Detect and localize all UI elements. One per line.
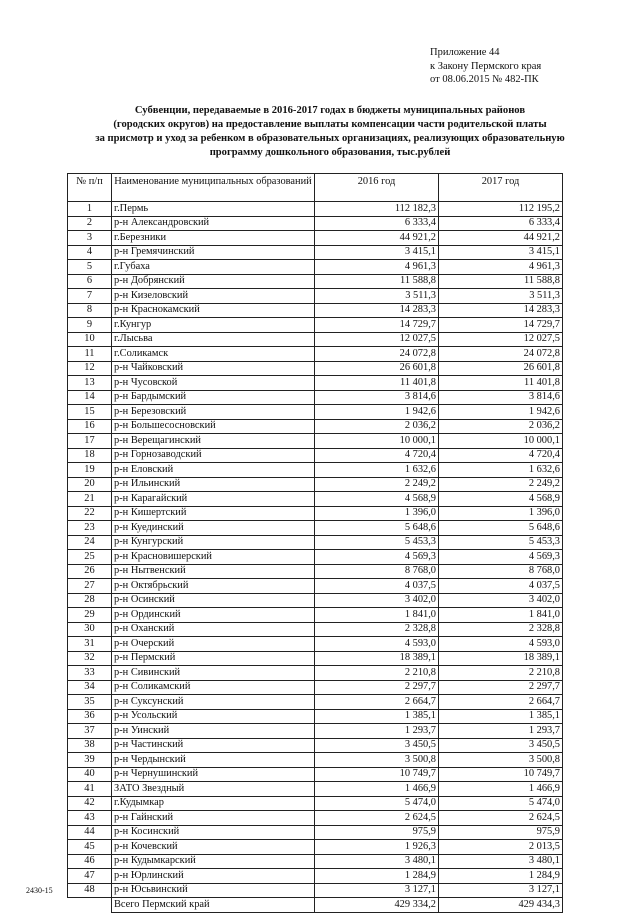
row-value-2017: 8 768,0 bbox=[439, 564, 563, 579]
row-number: 27 bbox=[68, 579, 112, 594]
table-row bbox=[68, 419, 563, 434]
row-number: 8 bbox=[68, 303, 112, 318]
table-row bbox=[68, 390, 563, 405]
row-value-2016: 1 926,3 bbox=[315, 840, 439, 855]
row-number: 47 bbox=[68, 869, 112, 884]
row-number: 26 bbox=[68, 564, 112, 579]
header-name: Наименование муниципальных образований bbox=[112, 174, 315, 202]
row-name: р-н Большесосновский bbox=[112, 419, 315, 434]
row-value-2016: 2 328,8 bbox=[315, 622, 439, 637]
row-number: 32 bbox=[68, 651, 112, 666]
row-name: р-н Усольский bbox=[112, 709, 315, 724]
row-name: р-н Соликамский bbox=[112, 680, 315, 695]
table-row bbox=[68, 347, 563, 362]
row-value-2017: 2 036,2 bbox=[439, 419, 563, 434]
row-value-2016: 3 814,6 bbox=[315, 390, 439, 405]
row-value-2017: 1 284,9 bbox=[439, 869, 563, 884]
row-value-2017: 1 385,1 bbox=[439, 709, 563, 724]
row-number: 30 bbox=[68, 622, 112, 637]
row-number: 37 bbox=[68, 724, 112, 739]
row-value-2017: 26 601,8 bbox=[439, 361, 563, 376]
row-value-2017: 3 511,3 bbox=[439, 289, 563, 304]
table-row bbox=[68, 318, 563, 333]
row-number: 9 bbox=[68, 318, 112, 333]
table-row bbox=[68, 651, 563, 666]
table-row bbox=[68, 202, 563, 217]
table-row bbox=[68, 637, 563, 652]
table-row bbox=[68, 695, 563, 710]
table-row bbox=[68, 405, 563, 420]
row-value-2017: 4 569,3 bbox=[439, 550, 563, 565]
row-name: р-н Чердынский bbox=[112, 753, 315, 768]
row-value-2016: 5 474,0 bbox=[315, 796, 439, 811]
row-name: р-н Красновишерский bbox=[112, 550, 315, 565]
document-title bbox=[60, 104, 600, 160]
row-name: р-н Кишертский bbox=[112, 506, 315, 521]
row-value-2017: 14 729,7 bbox=[439, 318, 563, 333]
row-number: 22 bbox=[68, 506, 112, 521]
row-value-2017: 10 000,1 bbox=[439, 434, 563, 449]
row-name: р-н Бардымский bbox=[112, 390, 315, 405]
row-number: 21 bbox=[68, 492, 112, 507]
row-value-2017: 3 480,1 bbox=[439, 854, 563, 869]
row-number: 2 bbox=[68, 216, 112, 231]
row-value-2017: 24 072,8 bbox=[439, 347, 563, 362]
table-row bbox=[68, 738, 563, 753]
title-line: Субвенции, передаваемые в 2016-2017 годах в бюджеты муниципальных районов bbox=[134, 105, 526, 116]
row-number: 20 bbox=[68, 477, 112, 492]
row-value-2017: 975,9 bbox=[439, 825, 563, 840]
row-name: р-н Ординский bbox=[112, 608, 315, 623]
table-row bbox=[68, 260, 563, 275]
row-number: 34 bbox=[68, 680, 112, 695]
row-number: 16 bbox=[68, 419, 112, 434]
table-row bbox=[68, 709, 563, 724]
row-number: 17 bbox=[68, 434, 112, 449]
row-number: 12 bbox=[68, 361, 112, 376]
row-value-2017: 2 624,5 bbox=[439, 811, 563, 826]
row-value-2017: 5 474,0 bbox=[439, 796, 563, 811]
appendix-law: к Закону Пермского края bbox=[430, 60, 542, 72]
table-row bbox=[68, 796, 563, 811]
table-row bbox=[68, 376, 563, 391]
table-row bbox=[68, 666, 563, 681]
row-value-2017: 3 415,1 bbox=[439, 245, 563, 260]
row-name: р-н Чусовской bbox=[112, 376, 315, 391]
table-row bbox=[68, 840, 563, 855]
row-name: р-н Куединский bbox=[112, 521, 315, 536]
row-value-2016: 2 036,2 bbox=[315, 419, 439, 434]
table-row bbox=[68, 231, 563, 246]
row-value-2017: 3 450,5 bbox=[439, 738, 563, 753]
row-value-2016: 112 182,3 bbox=[315, 202, 439, 217]
row-name: г.Березники bbox=[112, 231, 315, 246]
row-value-2017: 2 664,7 bbox=[439, 695, 563, 710]
row-value-2016: 1 632,6 bbox=[315, 463, 439, 478]
row-value-2017: 2 328,8 bbox=[439, 622, 563, 637]
table-row bbox=[68, 869, 563, 884]
row-value-2016: 1 385,1 bbox=[315, 709, 439, 724]
row-number: 10 bbox=[68, 332, 112, 347]
row-value-2016: 2 664,7 bbox=[315, 695, 439, 710]
row-name: р-н Березовский bbox=[112, 405, 315, 420]
row-value-2016: 3 402,0 bbox=[315, 593, 439, 608]
title-line: (городских округов) на предоставление выплаты компенсации части родительской платы bbox=[113, 119, 547, 130]
table-row bbox=[68, 521, 563, 536]
row-value-2016: 3 500,8 bbox=[315, 753, 439, 768]
row-name: р-н Горнозаводский bbox=[112, 448, 315, 463]
row-value-2017: 3 814,6 bbox=[439, 390, 563, 405]
row-value-2017: 12 027,5 bbox=[439, 332, 563, 347]
table-row bbox=[68, 767, 563, 782]
row-value-2016: 11 401,8 bbox=[315, 376, 439, 391]
row-number: 46 bbox=[68, 854, 112, 869]
row-name: ЗАТО Звездный bbox=[112, 782, 315, 797]
row-name: р-н Оханский bbox=[112, 622, 315, 637]
table-row bbox=[68, 477, 563, 492]
row-value-2017: 2 210,8 bbox=[439, 666, 563, 681]
row-number: 42 bbox=[68, 796, 112, 811]
row-name: р-н Юсьвинский bbox=[112, 883, 315, 898]
row-value-2017: 3 402,0 bbox=[439, 593, 563, 608]
row-value-2016: 2 624,5 bbox=[315, 811, 439, 826]
header-num: № п/п bbox=[68, 174, 112, 202]
row-value-2016: 1 466,9 bbox=[315, 782, 439, 797]
header-2016: 2016 год bbox=[315, 174, 439, 202]
row-value-2016: 14 729,7 bbox=[315, 318, 439, 333]
row-number: 45 bbox=[68, 840, 112, 855]
row-name: г.Соликамск bbox=[112, 347, 315, 362]
table-row bbox=[68, 811, 563, 826]
table-row bbox=[68, 579, 563, 594]
row-name: р-н Косинский bbox=[112, 825, 315, 840]
row-number: 35 bbox=[68, 695, 112, 710]
row-value-2016: 10 000,1 bbox=[315, 434, 439, 449]
row-number: 3 bbox=[68, 231, 112, 246]
row-number: 44 bbox=[68, 825, 112, 840]
row-value-2016: 6 333,4 bbox=[315, 216, 439, 231]
row-number: 28 bbox=[68, 593, 112, 608]
table-row bbox=[68, 593, 563, 608]
table-row bbox=[68, 753, 563, 768]
row-value-2017: 1 942,6 bbox=[439, 405, 563, 420]
row-value-2016: 4 720,4 bbox=[315, 448, 439, 463]
row-value-2017: 5 648,6 bbox=[439, 521, 563, 536]
row-value-2016: 3 415,1 bbox=[315, 245, 439, 260]
row-name: р-н Краснокамский bbox=[112, 303, 315, 318]
header-2017: 2017 год bbox=[439, 174, 563, 202]
row-value-2016: 14 283,3 bbox=[315, 303, 439, 318]
row-number: 38 bbox=[68, 738, 112, 753]
row-value-2017: 1 293,7 bbox=[439, 724, 563, 739]
total-2016: 429 334,2 bbox=[315, 898, 439, 913]
row-number: 29 bbox=[68, 608, 112, 623]
row-value-2016: 26 601,8 bbox=[315, 361, 439, 376]
subventions-table bbox=[67, 173, 563, 913]
table-header-row bbox=[68, 174, 563, 202]
row-value-2016: 12 027,5 bbox=[315, 332, 439, 347]
row-name: г.Кунгур bbox=[112, 318, 315, 333]
table-row bbox=[68, 434, 563, 449]
row-name: р-н Чайковский bbox=[112, 361, 315, 376]
table-row bbox=[68, 361, 563, 376]
row-number: 15 bbox=[68, 405, 112, 420]
row-number: 25 bbox=[68, 550, 112, 565]
row-value-2017: 1 841,0 bbox=[439, 608, 563, 623]
row-value-2016: 4 593,0 bbox=[315, 637, 439, 652]
row-name: р-н Карагайский bbox=[112, 492, 315, 507]
row-number: 23 bbox=[68, 521, 112, 536]
appendix-date: от 08.06.2015 № 482-ПК bbox=[430, 74, 539, 85]
row-value-2016: 1 396,0 bbox=[315, 506, 439, 521]
row-value-2017: 14 283,3 bbox=[439, 303, 563, 318]
table-row bbox=[68, 463, 563, 478]
row-name: г.Лысьва bbox=[112, 332, 315, 347]
row-number: 31 bbox=[68, 637, 112, 652]
title-line: за присмотр и уход за ребенком в образовательных организациях, реализующих образовательную bbox=[95, 133, 565, 144]
row-value-2016: 44 921,2 bbox=[315, 231, 439, 246]
table-row bbox=[68, 854, 563, 869]
row-name: р-н Кудымкарский bbox=[112, 854, 315, 869]
table-body bbox=[68, 202, 563, 913]
row-name: р-н Гайнский bbox=[112, 811, 315, 826]
row-name: г.Кудымкар bbox=[112, 796, 315, 811]
appendix-number: Приложение 44 bbox=[430, 47, 500, 58]
row-value-2017: 18 389,1 bbox=[439, 651, 563, 666]
row-value-2016: 18 389,1 bbox=[315, 651, 439, 666]
row-value-2017: 11 401,8 bbox=[439, 376, 563, 391]
row-number: 14 bbox=[68, 390, 112, 405]
title-line: программу дошкольного образования, тыс.рублей bbox=[209, 147, 451, 158]
table-row bbox=[68, 448, 563, 463]
row-value-2016: 2 210,8 bbox=[315, 666, 439, 681]
table-row bbox=[68, 332, 563, 347]
row-value-2016: 3 450,5 bbox=[315, 738, 439, 753]
table-row bbox=[68, 825, 563, 840]
row-value-2016: 2 249,2 bbox=[315, 477, 439, 492]
row-name: р-н Еловский bbox=[112, 463, 315, 478]
table-row bbox=[68, 724, 563, 739]
row-value-2017: 11 588,8 bbox=[439, 274, 563, 289]
row-name: г.Губаха bbox=[112, 260, 315, 275]
row-value-2017: 44 921,2 bbox=[439, 231, 563, 246]
row-number: 5 bbox=[68, 260, 112, 275]
row-name: р-н Нытвенский bbox=[112, 564, 315, 579]
table-row bbox=[68, 680, 563, 695]
total-label: Всего Пермский край bbox=[112, 898, 315, 913]
row-value-2016: 3 480,1 bbox=[315, 854, 439, 869]
row-number: 41 bbox=[68, 782, 112, 797]
row-name: р-н Суксунский bbox=[112, 695, 315, 710]
row-number: 13 bbox=[68, 376, 112, 391]
row-value-2016: 4 568,9 bbox=[315, 492, 439, 507]
row-value-2016: 1 284,9 bbox=[315, 869, 439, 884]
table-row bbox=[68, 245, 563, 260]
row-value-2017: 2 297,7 bbox=[439, 680, 563, 695]
row-name: р-н Пермский bbox=[112, 651, 315, 666]
row-value-2017: 112 195,2 bbox=[439, 202, 563, 217]
table-row bbox=[68, 883, 563, 898]
row-value-2016: 2 297,7 bbox=[315, 680, 439, 695]
row-value-2017: 4 568,9 bbox=[439, 492, 563, 507]
row-value-2016: 5 648,6 bbox=[315, 521, 439, 536]
row-name: р-н Александровский bbox=[112, 216, 315, 231]
table-row bbox=[68, 303, 563, 318]
row-value-2017: 4 037,5 bbox=[439, 579, 563, 594]
footer-code: 2430-15 bbox=[26, 886, 53, 895]
table-row bbox=[68, 564, 563, 579]
row-value-2017: 2 013,5 bbox=[439, 840, 563, 855]
row-number: 7 bbox=[68, 289, 112, 304]
row-value-2016: 4 961,3 bbox=[315, 260, 439, 275]
row-name: р-н Кизеловский bbox=[112, 289, 315, 304]
row-number: 48 bbox=[68, 883, 112, 898]
row-name: р-н Верещагинский bbox=[112, 434, 315, 449]
row-value-2017: 2 249,2 bbox=[439, 477, 563, 492]
row-name: р-н Чернушинский bbox=[112, 767, 315, 782]
table-row bbox=[68, 550, 563, 565]
row-name: р-н Кочевский bbox=[112, 840, 315, 855]
row-number: 36 bbox=[68, 709, 112, 724]
row-number: 19 bbox=[68, 463, 112, 478]
row-value-2016: 4 037,5 bbox=[315, 579, 439, 594]
row-name: р-н Уинский bbox=[112, 724, 315, 739]
row-name: р-н Ильинский bbox=[112, 477, 315, 492]
row-value-2017: 6 333,4 bbox=[439, 216, 563, 231]
row-name: р-н Юрлинский bbox=[112, 869, 315, 884]
table-row bbox=[68, 289, 563, 304]
row-value-2017: 1 466,9 bbox=[439, 782, 563, 797]
row-value-2016: 8 768,0 bbox=[315, 564, 439, 579]
row-value-2016: 4 569,3 bbox=[315, 550, 439, 565]
row-number: 43 bbox=[68, 811, 112, 826]
table-row bbox=[68, 216, 563, 231]
row-name: р-н Гремячинский bbox=[112, 245, 315, 260]
row-value-2017: 1 396,0 bbox=[439, 506, 563, 521]
row-value-2017: 3 127,1 bbox=[439, 883, 563, 898]
row-value-2017: 5 453,3 bbox=[439, 535, 563, 550]
row-value-2016: 3 511,3 bbox=[315, 289, 439, 304]
table-row bbox=[68, 782, 563, 797]
row-name: р-н Сивинский bbox=[112, 666, 315, 681]
table-row bbox=[68, 492, 563, 507]
row-value-2017: 1 632,6 bbox=[439, 463, 563, 478]
table-row bbox=[68, 274, 563, 289]
row-value-2016: 24 072,8 bbox=[315, 347, 439, 362]
row-number: 11 bbox=[68, 347, 112, 362]
row-value-2016: 1 942,6 bbox=[315, 405, 439, 420]
row-value-2017: 4 593,0 bbox=[439, 637, 563, 652]
row-number: 6 bbox=[68, 274, 112, 289]
row-number: 39 bbox=[68, 753, 112, 768]
row-value-2016: 10 749,7 bbox=[315, 767, 439, 782]
row-value-2016: 11 588,8 bbox=[315, 274, 439, 289]
row-value-2016: 5 453,3 bbox=[315, 535, 439, 550]
total-2017: 429 434,3 bbox=[439, 898, 563, 913]
row-number: 24 bbox=[68, 535, 112, 550]
row-value-2017: 10 749,7 bbox=[439, 767, 563, 782]
row-number: 4 bbox=[68, 245, 112, 260]
row-value-2016: 3 127,1 bbox=[315, 883, 439, 898]
row-name: г.Пермь bbox=[112, 202, 315, 217]
table-row bbox=[68, 506, 563, 521]
row-name: р-н Осинский bbox=[112, 593, 315, 608]
table-row bbox=[68, 535, 563, 550]
row-value-2017: 3 500,8 bbox=[439, 753, 563, 768]
row-number: 40 bbox=[68, 767, 112, 782]
table-row bbox=[68, 622, 563, 637]
row-number: 18 bbox=[68, 448, 112, 463]
row-value-2016: 1 841,0 bbox=[315, 608, 439, 623]
row-value-2016: 975,9 bbox=[315, 825, 439, 840]
appendix-reference bbox=[430, 46, 541, 87]
row-name: р-н Частинский bbox=[112, 738, 315, 753]
row-name: р-н Октябрьский bbox=[112, 579, 315, 594]
row-name: р-н Кунгурский bbox=[112, 535, 315, 550]
row-number: 1 bbox=[68, 202, 112, 217]
row-name: р-н Добрянский bbox=[112, 274, 315, 289]
row-name: р-н Очерский bbox=[112, 637, 315, 652]
table-row bbox=[68, 608, 563, 623]
row-number: 33 bbox=[68, 666, 112, 681]
row-value-2017: 4 720,4 bbox=[439, 448, 563, 463]
row-value-2017: 4 961,3 bbox=[439, 260, 563, 275]
row-value-2016: 1 293,7 bbox=[315, 724, 439, 739]
